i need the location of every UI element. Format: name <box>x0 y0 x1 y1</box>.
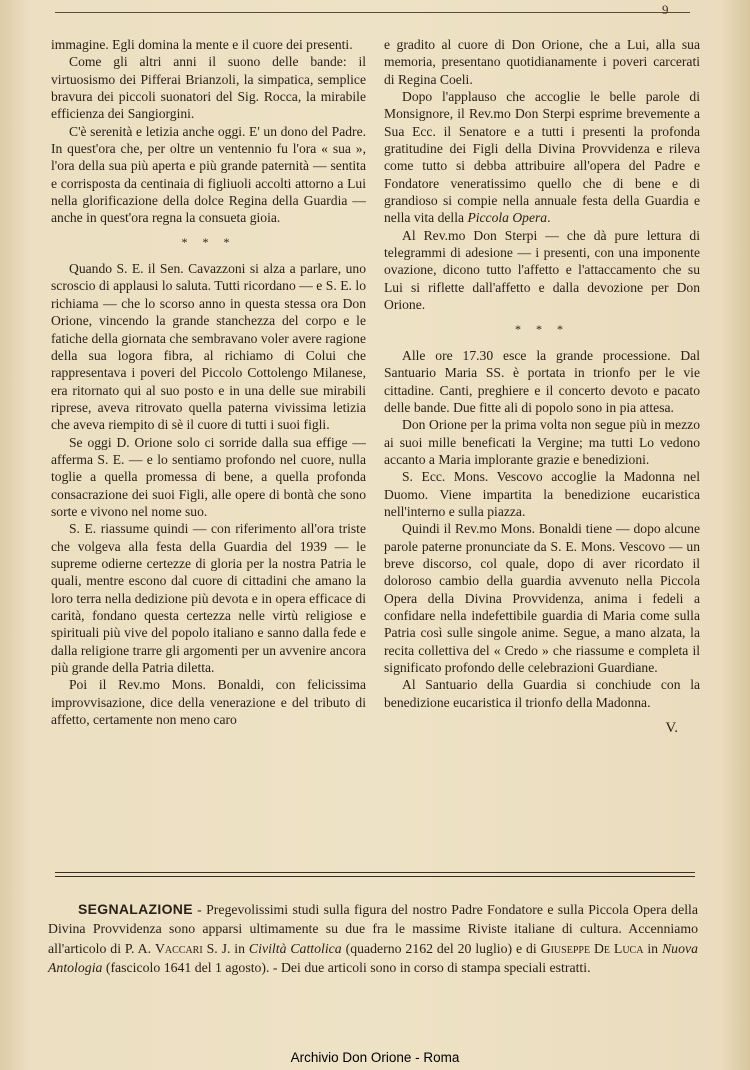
notice-text: in <box>643 940 662 956</box>
paragraph: Don Orione per la prima volta non segue più in mezzo ai suoi mille beneficati la Vergine; ma tutti Lo vedono accanto a Maria implorante grazie e benedizioni. <box>384 417 700 467</box>
page-number: 9 <box>662 2 669 17</box>
author-name: Giuseppe De Luca <box>540 940 644 956</box>
paragraph: C'è serenità e letizia anche oggi. E' un dono del Padre. In quest'ora che, per oltre un ventennio fu l'ora « sua », l'ora della sua più aperta e più grande paternità — sentita e corrisposta da centinaia di figliuoli accolti attorno a Lui nella glorificazione della dolce Regina della Guardia — anche in quest'ora regna la consueta gioia. <box>51 123 366 226</box>
paragraph: e gradito al cuore di Don Orione, che a Lui, alla sua memoria, presentano quotidianamente i poveri carcerati di Regina Coeli. <box>384 37 700 87</box>
signature: V. <box>665 720 678 737</box>
notice-text: (quaderno 2162 del 20 luglio) e di <box>341 940 541 956</box>
author-name: Vaccari <box>154 940 203 956</box>
paragraph: S. Ecc. Mons. Vescovo accoglie la Madonna nel Duomo. Viene impartita la benedizione eucaristica nell'interno e sulla piazza. <box>384 469 700 519</box>
paragraph <box>384 88 700 227</box>
paragraph: Al Santuario della Guardia si conchiude con la benedizione eucaristica il trionfo della Madonna. <box>384 677 700 710</box>
paragraph: Alle ore 17.30 esce la grande processione. Dal Santuario Maria SS. è portata in trionfo per le vie cittadine. Canti, preghiere e il concerto devoto e pacato delle bande. Due fitte ali di popolo sono in pia attesa. <box>384 347 700 415</box>
paragraph-end: . <box>547 210 551 226</box>
left-column <box>51 36 366 728</box>
paragraph: Poi il Rev.mo Mons. Bonaldi, con felicissima improvvisazione, dice della venerazione e del tributo di affetto, certamente non meno caro <box>51 677 366 728</box>
paragraph: Se oggi D. Orione solo ci sorride dalla sua effige — afferma S. E. — e lo sentiamo profondo nel cuore, nulla toglie a quella promessa di bene, a quella profonda consacrazione dei suoi Figli, alle opere di bontà che sono sorte e vivono nel nome suo. <box>51 434 366 519</box>
notice-box <box>48 900 698 978</box>
section-separator: * * * <box>181 234 236 249</box>
italic-title: Piccola Opera <box>467 210 548 226</box>
paragraph: Quando S. E. il Sen. Cavazzoni si alza a parlare, uno scroscio di applausi lo saluta. Tutti ricordano — e S. E. lo richiama — che lo scorso anno in questa stessa ora Don Orione, vincendo la grande stanchezza del corpo e le fatiche della giornata che sembravano voler avere ragione della sua logora fibra, al richiamo di Colui che rappresentava i poveri del Piccolo Cottolengo Milanese, era ritornato qui al suo posto e in una delle sue mirabili riprese, aveva ritrovato quella paterna vivissima letizia che aveva riempito di sè il cuore di tutti i suoi figli. <box>51 261 366 433</box>
archive-watermark: Archivio Don Orione - Roma <box>290 1050 460 1065</box>
paragraph: Quindi il Rev.mo Mons. Bonaldi tiene — dopo alcune parole paterne pronunciate da S. E. Mons. Vescovo — un breve discorso, col quale, dopo di aver ricordato il doloroso cambio della guardia avvenuto nella Piccola Opera della Divina Provvidenza, anima i fedeli a confidare nella indefettibile guardia di Maria come sulla Patria così sulle singole anime. Segue, a mano alzata, la recita collettiva del « Credo » che riassume e completa il significato profondo delle celebrazioni Guardiane. <box>384 521 700 676</box>
header-rule <box>55 12 690 13</box>
journal-title: Nuova Antologia <box>48 940 698 976</box>
notice-text: (fascicolo 1641 del 1 agosto). - Dei due articoli sono in corso di stampa speciali estratti. <box>102 960 591 976</box>
paragraph: immagine. Egli domina la mente e il cuore dei presenti. <box>51 37 353 52</box>
section-separator: * * * <box>515 321 569 336</box>
paragraph: S. E. riassume quindi — con riferimento all'ora triste che volgeva alla festa della Guardia del 1939 — le supreme odierne certezze di gloria per la nostra Patria le quali, mentre escono dal cuore di cittadini che amano la loro terra nella dedizione più devota e in opera efficace di carità, fondano questa certezza nelle virtù religiose e spirituali più vive del popolo italiano e sanno dalla fede e dalla religione trarre gli argomenti per un avvenire ancora più grande della Patria diletta. <box>51 521 366 676</box>
notice-paragraph <box>48 900 698 978</box>
paragraph: Come gli altri anni il suono delle bande: il virtuosismo dei Pifferai Brianzoli, la simpatica, semplice bravura dei piccoli suonatori del Sig. Rocca, la mirabile efficienza dei Sangiorgini. <box>51 54 366 122</box>
paragraph-text: Dopo l'applauso che accoglie le belle parole di Monsignore, il Rev.mo Don Sterpi esprime brevemente a Sua Ecc. il Senatore e a tutti i presenti la profonda gratitudine dei Figli della Divina Provvidenza e rileva come tutto si debba attribuire all'opera del Padre e Fondatore veneratissimo quello che di bene e di grandioso si compie nella annuale festa della Guardia e nella vita della <box>384 89 700 226</box>
divider-rule-bottom <box>55 876 695 877</box>
notice-text: S. J. in <box>202 940 249 956</box>
journal-title: Civiltà Cattolica <box>248 940 342 956</box>
notice-text: - Pregevolissimi studi sulla figura del nostro Padre Fondatore e sulla Piccola Opera della Divina Provvidenza sono apparsi ultimamente su due fra le massime Riviste italiane di cultura. Accenniamo all'articolo di P. A. <box>48 902 698 956</box>
right-column <box>384 36 700 737</box>
paragraph: Al Rev.mo Don Sterpi — che dà pure lettura di telegrammi di adesione — i presenti, con una imponente ovazione, dicono tutto l'affetto e l'attaccamento che su Lui si riflette dall'affetto e dalla devozione per Don Orione. <box>384 227 700 313</box>
divider-rule-top <box>55 872 695 873</box>
notice-heading: SEGNALAZIONE <box>78 901 193 917</box>
